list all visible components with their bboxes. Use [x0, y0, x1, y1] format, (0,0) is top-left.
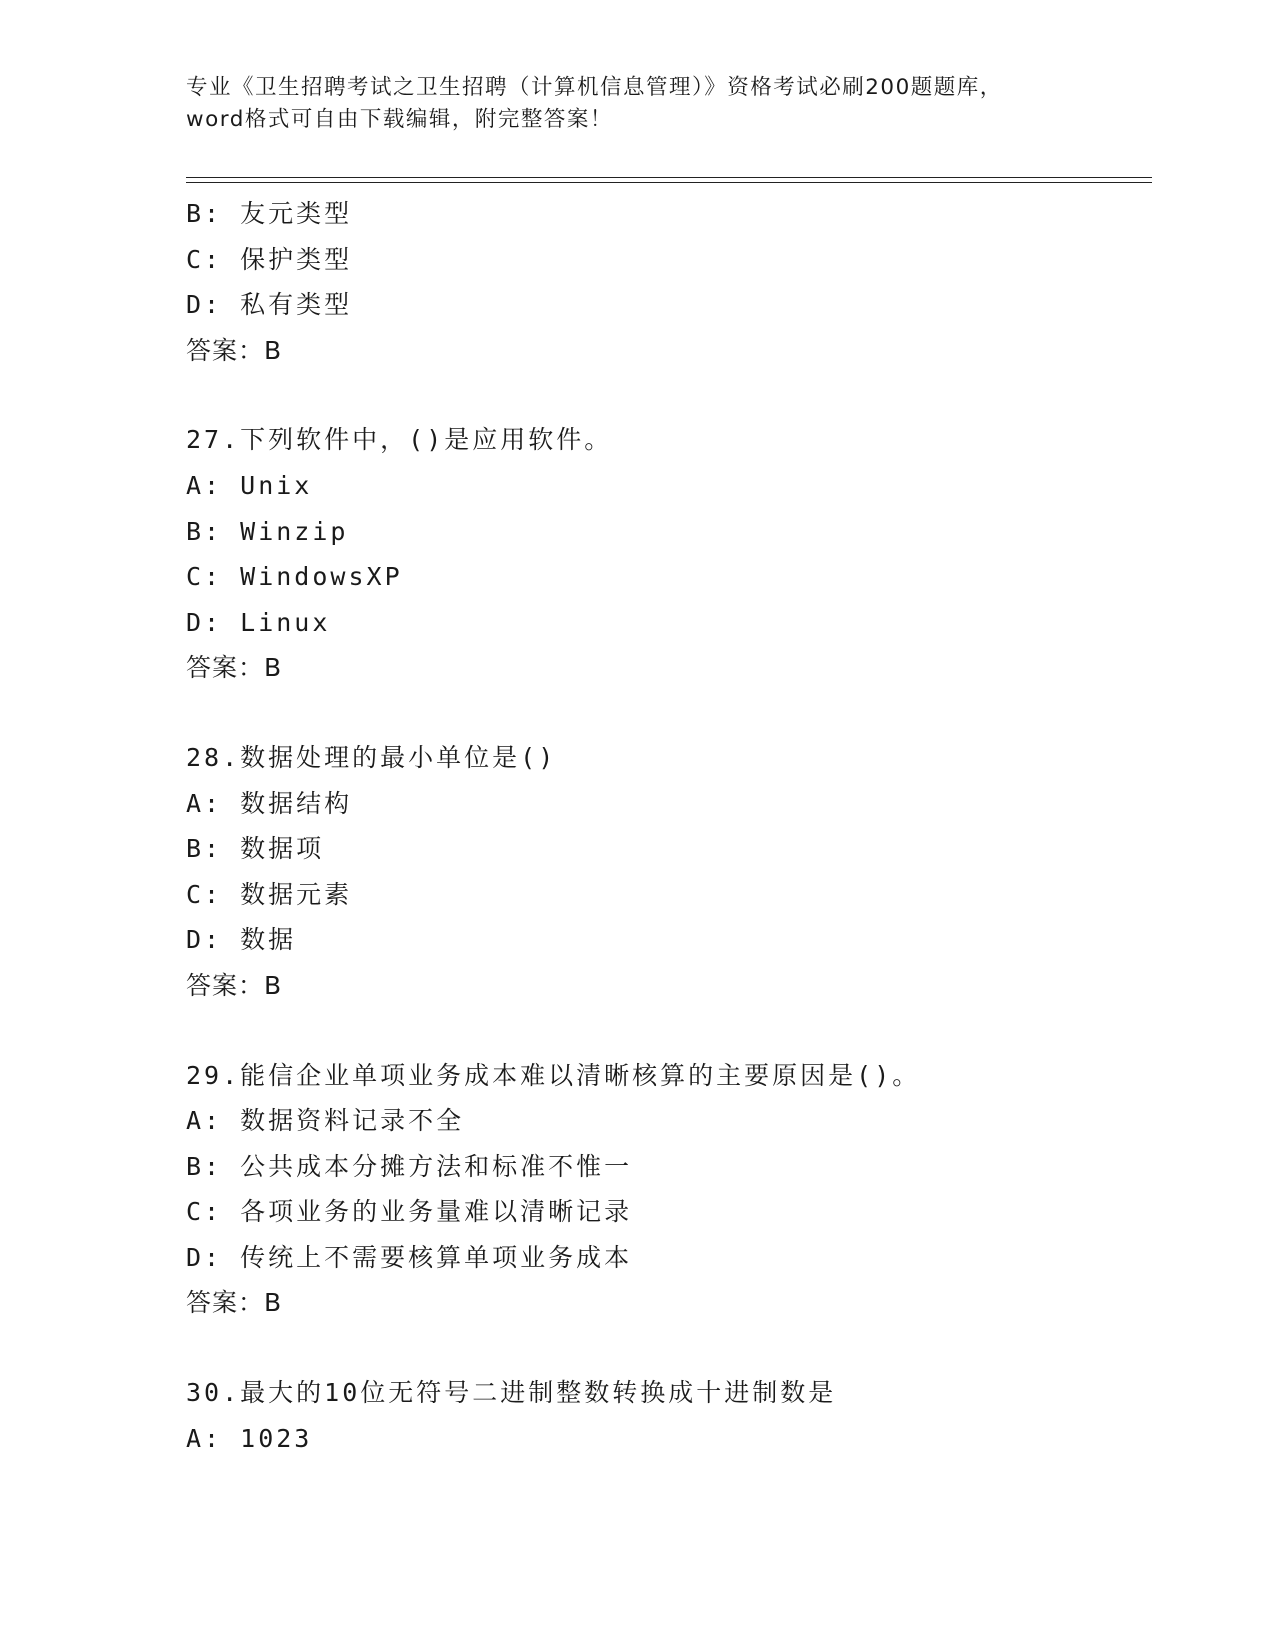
question-list: [186, 191, 1166, 1461]
q28-option-b: B: 数据项: [186, 834, 325, 864]
question-27-block: [186, 417, 1166, 691]
q27-option-b: B: Winzip: [186, 516, 349, 546]
question-26-block: [186, 191, 1166, 373]
q26-option-b: B: 友元类型: [186, 199, 353, 228]
q29-option-b: B: 公共成本分摊方法和标准不惟一: [186, 1151, 633, 1181]
q29-stem: 29.能信企业单项业务成本难以清晰核算的主要原因是()。: [186, 1060, 921, 1090]
q27-option-a: A: Unix: [186, 470, 313, 500]
q28-option-c: C: 数据元素: [186, 879, 353, 909]
q29-option-c: C: 各项业务的业务量难以清晰记录: [186, 1197, 633, 1227]
document-header: [186, 72, 1166, 136]
q28-stem: 28.数据处理的最小单位是(): [186, 742, 557, 772]
q29-answer: 答案：B: [186, 1288, 283, 1318]
q26-option-c: C: 保护类型: [186, 244, 353, 274]
q27-option-c: C: WindowsXP: [186, 562, 403, 592]
question-28-block: [186, 735, 1166, 1009]
question-spacer: [186, 691, 1166, 735]
q26-answer: 答案：B: [186, 335, 283, 365]
q30-stem: 30.最大的10位无符号二进制整数转换成十进制数是: [186, 1378, 837, 1408]
q27-answer: 答案：B: [186, 653, 283, 683]
q30-option-a: A: 1023: [186, 1423, 313, 1453]
question-spacer: [186, 1326, 1166, 1370]
q29-option-d: D: 传统上不需要核算单项业务成本: [186, 1242, 633, 1272]
header-title-line-2: word格式可自由下载编辑，附完整答案！: [186, 107, 613, 132]
header-divider-top: [186, 177, 1152, 178]
q28-answer: 答案：B: [186, 970, 283, 1000]
q28-option-a: A: 数据结构: [186, 788, 353, 818]
q27-option-d: D: Linux: [186, 607, 331, 637]
q27-stem: 27.下列软件中，()是应用软件。: [186, 425, 613, 455]
header-divider-bottom: [186, 182, 1152, 183]
question-spacer: [186, 1009, 1166, 1053]
question-29-block: [186, 1053, 1166, 1327]
q29-option-a: A: 数据资料记录不全: [186, 1106, 465, 1136]
question-spacer: [186, 373, 1166, 417]
header-title-line-1: 专业《卫生招聘考试之卫生招聘（计算机信息管理）》资格考试必刷200题题库，: [186, 75, 1003, 100]
q26-option-d: D: 私有类型: [186, 290, 353, 320]
question-30-block: [186, 1370, 1166, 1461]
q28-option-d: D: 数据: [186, 925, 297, 955]
